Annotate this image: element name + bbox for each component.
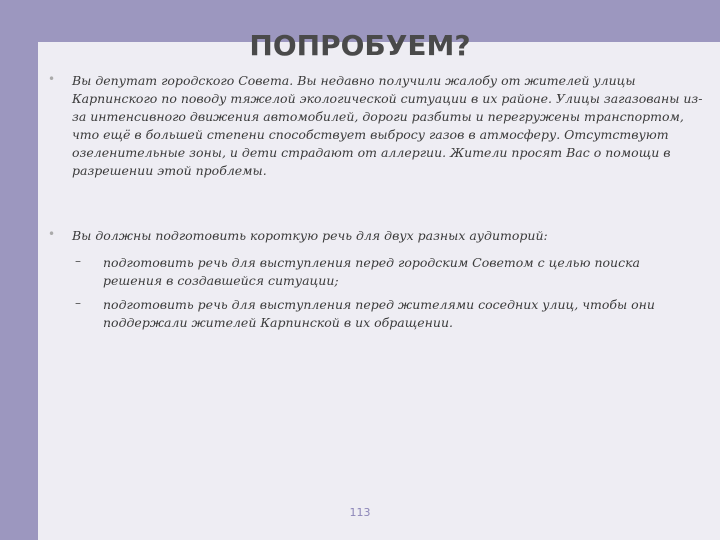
dash-icon: – xyxy=(75,296,81,310)
paragraph-task: Вы должны подготовить короткую речь для двух разных аудиторий: xyxy=(72,228,548,243)
sub-item-council-speech: подготовить речь для выступления перед городским Советом с целью поиска решения в создавшейся ситуации; xyxy=(103,255,641,288)
dash-icon: – xyxy=(75,254,81,268)
bullet-icon: • xyxy=(48,227,56,241)
page-number: 113 xyxy=(349,506,371,519)
slide-title: ПОПРОБУЕМ? xyxy=(249,29,471,62)
bullet-icon: • xyxy=(48,72,56,86)
sub-item-residents-speech: подготовить речь для выступления перед жителями соседних улиц, чтобы они поддержали жителей Карпинской в их обращении. xyxy=(103,297,655,330)
paragraph-situation: Вы депутат городского Совета. Вы недавно получили жалобу от жителей улицы Карпинского по поводу тяжелой экологической ситуации в их районе. Улицы загазованы из-за интенсивного движения автомобилей, дороги разбиты и перегружены транспортом, что ещё в большей степени способствует выбросу газов в атмосферу. Отсутствуют озеленительные зоны, и дети страдают от аллергии. Жители просят Вас о помощи в разрешении этой проблемы. xyxy=(72,73,703,178)
